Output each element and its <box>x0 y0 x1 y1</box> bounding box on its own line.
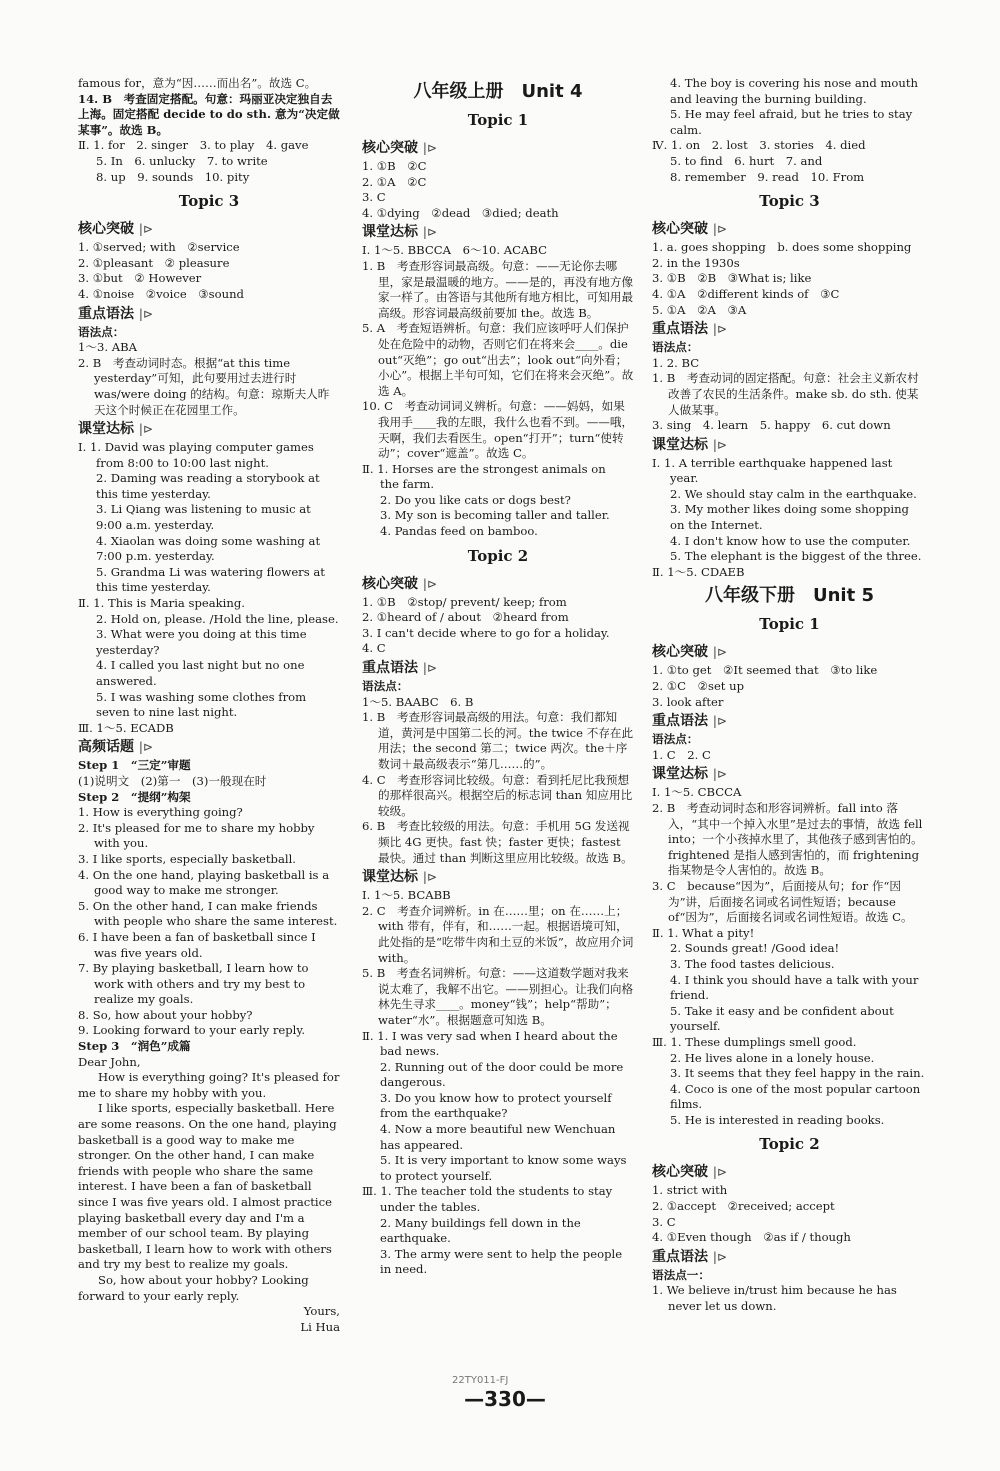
section-marker-icon: |⊳ <box>138 222 153 237</box>
text-line: 3. C because“因为”，后面接从句；for 作“因为”讲，后面接名词或名词性短语；because of“因为”，后面接名词或名词性短语。故选 C。 <box>652 878 913 925</box>
text-line: 1. strict with <box>652 1183 728 1198</box>
unit-heading: 八年级下册 Unit 5 <box>705 585 874 607</box>
text-line: (1)说明文 (2)第一 (3)一般现在时 <box>78 773 267 788</box>
section-marker-icon: |⊳ <box>712 645 727 660</box>
text-line: 4. Xiaolan was doing some washing at 7:00 p.m. yesterday. <box>96 533 321 564</box>
section-heading-label: 核心突破 <box>652 221 708 238</box>
text-line: 2. He lives alone in a lonely house. <box>670 1050 875 1065</box>
section-marker-icon: |⊳ <box>712 767 727 782</box>
text-line: 4. Pandas feed on bamboo. <box>380 524 538 539</box>
text-line: 5. A 考查短语辨析。句意：我们应该呼吁人们保护处在危险中的动物，否则它们在将来会____。die out“灭绝”；go out“出去”；look out“向外看；小心”。根据上半句可知，它们在将来会灭绝”。故选 A。 <box>362 321 634 398</box>
text-line: So, how about your hobby? Looking forward to your early reply. <box>78 1272 309 1303</box>
text-line: 3. My mother likes doing some shopping on the Internet. <box>670 502 909 533</box>
text-line: 1～5. BAABC 6. B <box>362 694 474 709</box>
text-line: 5. In 6. unlucky 7. to write <box>96 153 268 168</box>
text-line: year. <box>670 471 699 486</box>
text-line: 4. ①A ②different kinds of ③C <box>652 286 840 301</box>
text-line: 4. On the one hand, playing basketball is a good way to make me stronger. <box>78 867 330 898</box>
section-heading <box>78 419 340 439</box>
section-marker-icon: |⊳ <box>422 661 437 676</box>
text-line: 2. We should stay calm in the earthquake. <box>670 486 917 501</box>
text-line: Ⅰ. 1～5. BCABB <box>362 888 451 903</box>
section-heading-label: 重点语法 <box>78 305 134 322</box>
section-heading <box>362 138 634 158</box>
text-line: 语法点： <box>78 324 125 339</box>
text-line: 1. ①B ②C <box>362 159 427 173</box>
text-line: 4. C 考查形容词比较级。句意：看到托尼比我预想的那样很高兴。根据空后的标志词 than 知应用比较级。 <box>362 772 633 818</box>
text-line: 2. B 考查动词时态。根据“at this time yesterday”可知，此句要用过去进行时 was/were doing 的结构。句意：琼斯夫人昨天这个时候正在花园里工作。 <box>78 355 330 417</box>
text-line: 语法点： <box>362 679 409 694</box>
text-line: 3. I like sports, especially basketball. <box>78 851 296 866</box>
text-line: 3. C <box>652 1214 676 1229</box>
text-line: 2. ①A ②C <box>362 174 427 189</box>
text-line: Ⅲ. 1～5. ECADB <box>78 720 174 735</box>
column-right <box>652 76 927 1315</box>
section-heading <box>362 867 634 887</box>
text-line: Ⅲ. 1. These dumplings smell good. <box>652 1034 857 1049</box>
text-line: 3. I can't decide where to go for a holiday. <box>362 625 610 640</box>
text-line: 2. ①pleasant ② pleasure <box>78 255 230 270</box>
section-heading <box>652 642 927 662</box>
column-middle <box>362 76 634 1278</box>
text-line: 2. Many buildings fell down in the earthquake. <box>380 1215 581 1246</box>
topic-heading: Topic 2 <box>759 1135 820 1154</box>
section-heading <box>652 764 927 784</box>
text-line: 1～3. ABA <box>78 340 137 355</box>
topic-heading: Topic 2 <box>467 546 529 565</box>
text-line: 4. C <box>362 641 386 656</box>
text-line: 5. I was washing some clothes from seven to nine last night. <box>96 689 307 720</box>
text-line: 3. My son is becoming taller and taller. <box>380 508 610 523</box>
text-line: 3. look after <box>652 694 724 709</box>
text-line: 5. B 考查名词辨析。句意：——这道数学题对我来说太难了，我解不出它。——别担心。让我们向格林先生寻求____。money“钱”；help“帮助”；water“水”。根据题意可知选 B。 <box>362 966 634 1027</box>
text-line: 语法点一： <box>652 1267 710 1282</box>
text-line: 5. ①A ②A ③A <box>652 302 747 317</box>
text-line: 2. Do you like cats or dogs best? <box>380 492 571 507</box>
text-line: 9. Looking forward to your early reply. <box>78 1023 306 1038</box>
text-line: 14. B 考查固定搭配。句意：玛丽亚决定独自去上海。固定搭配 decide to do sth. 意为“决定做某事”。故选 B。 <box>78 91 340 137</box>
text-line: Dear John, <box>78 1054 141 1069</box>
section-heading-label: 重点语法 <box>652 1248 708 1265</box>
print-code: 22TY011-FJ <box>452 1375 509 1386</box>
text-line: 2. in the 1930s <box>652 255 740 270</box>
text-line: 1. 2. BC <box>652 355 700 370</box>
section-heading-label: 课堂达标 <box>652 436 708 453</box>
text-line: 3. C <box>362 190 386 205</box>
text-line: 4. I don't know how to use the computer. <box>670 533 911 548</box>
section-marker-icon: |⊳ <box>712 714 727 729</box>
text-line: 4. ①dying ②dead ③died; death <box>362 205 559 220</box>
text-line: Ⅱ. 1. What a pity! <box>652 925 755 940</box>
text-line: Li Hua <box>300 1319 340 1334</box>
text-line: 3. The army were sent to help the people in need. <box>380 1246 623 1277</box>
section-heading-label: 高频话题 <box>78 739 134 756</box>
text-line: 5. The elephant is the biggest of the three. <box>670 549 922 564</box>
text-line: Ⅱ. 1. for 2. singer 3. to play 4. gave <box>78 138 309 153</box>
text-line: 3. What were you doing at this time yesterday? <box>96 627 307 657</box>
section-heading <box>78 304 340 324</box>
text-line: 5. Grandma Li was watering flowers at this time yesterday. <box>96 564 325 595</box>
section-heading <box>78 219 340 239</box>
text-line: Ⅰ. 1～5. CBCCA <box>652 785 742 800</box>
text-line: 8. So, how about your hobby? <box>78 1007 253 1022</box>
section-marker-icon: |⊳ <box>712 322 727 337</box>
text-line: 语法点： <box>652 340 699 355</box>
text-line: Yours, <box>303 1304 340 1319</box>
text-line: Step 3 “润色”成篇 <box>78 1039 191 1054</box>
text-line: 1. We believe in/trust him because he has never let us down. <box>652 1283 897 1314</box>
text-line: 4. ①noise ②voice ③sound <box>78 286 244 301</box>
column-left <box>78 76 340 1335</box>
text-line: 3. It seems that they feel happy in the rain. <box>670 1066 925 1081</box>
text-line: famous for，意为“因……而出名”。故选 C。 <box>78 76 317 90</box>
section-marker-icon: |⊳ <box>422 576 437 591</box>
section-marker-icon: |⊳ <box>712 1165 727 1180</box>
text-line: Ⅱ. 1. Horses are the strongest animals on <box>362 461 606 476</box>
text-line: Step 2 “提纲”构架 <box>78 789 191 804</box>
text-line: 3. Li Qiang was listening to music at 9:00 a.m. yesterday. <box>96 502 311 533</box>
text-line: 3. sing 4. learn 5. happy 6. cut down <box>652 418 891 433</box>
text-line: Ⅱ. 1. This is Maria speaking. <box>78 596 245 611</box>
text-line: 1. ①B ②stop/ prevent/ keep; from <box>362 594 567 609</box>
section-heading <box>362 222 634 242</box>
text-line: Ⅳ. 1. on 2. lost 3. stories 4. died <box>652 138 866 153</box>
page-number: —330— <box>464 1387 546 1411</box>
text-line: 5. It is very important to know some ways to protect yourself. <box>380 1153 627 1183</box>
text-line: 7. By playing basketball, I learn how to work with others and try my best to realize my goals. <box>78 961 309 1007</box>
text-line: under the tables. <box>380 1200 481 1215</box>
text-line: 3. The food tastes delicious. <box>670 956 835 971</box>
text-line: 2. It's pleased for me to share my hobby with you. <box>78 820 315 851</box>
section-marker-icon: |⊳ <box>138 740 153 755</box>
text-line: I like sports, especially basketball. Here are some reasons. On the one hand, playing basketball is a good way to make me stronger. On the other hand, I can make friends with people who share the same interest. I have been a fan of basketball since I was five years old. I almost practice playing basketball every day and I'm a member of our school team. By playing basketball, I learn how to work with others and try my best to realize my goals. <box>78 1101 337 1272</box>
text-line: from 8:00 to 10:00 last night. <box>96 455 269 470</box>
text-line: the farm. <box>380 477 435 492</box>
text-line: 1. a. goes shopping b. does some shopping <box>652 240 912 255</box>
text-line: 1. B 考查动词的固定搭配。句意：社会主义新农村改善了农民的生活条件。make sb. do sth. 使某人做某事。 <box>652 371 919 417</box>
section-heading <box>652 1162 927 1182</box>
section-marker-icon: |⊳ <box>422 870 437 885</box>
section-heading <box>78 737 340 757</box>
text-line: Ⅰ. 1. David was playing computer games <box>78 440 314 455</box>
topic-heading: Topic 1 <box>759 615 820 634</box>
section-marker-icon: |⊳ <box>422 141 437 155</box>
section-marker-icon: |⊳ <box>712 1249 727 1264</box>
text-line: 6. I have been a fan of basketball since I was five years old. <box>78 929 316 960</box>
text-line: 5. He is interested in reading books. <box>670 1112 885 1127</box>
text-line: How is everything going? It's pleased for me to share my hobby with you. <box>78 1070 340 1100</box>
section-heading-label: 课堂达标 <box>652 766 708 783</box>
text-line: 1. How is everything going? <box>78 805 243 820</box>
section-marker-icon: |⊳ <box>422 225 437 240</box>
text-line: 4. Coco is one of the most popular cartoon films. <box>670 1081 921 1112</box>
section-heading <box>362 658 634 678</box>
section-heading <box>652 219 927 239</box>
text-line: 3. ①but ② However <box>78 271 202 286</box>
text-line: 5. Take it easy and be confident about yourself. <box>670 1003 894 1034</box>
section-heading-label: 课堂达标 <box>362 869 418 886</box>
section-marker-icon: |⊳ <box>138 306 153 321</box>
section-heading-label: 重点语法 <box>652 321 708 338</box>
section-marker-icon: |⊳ <box>712 222 727 237</box>
section-heading-label: 核心突破 <box>78 221 134 238</box>
text-line: 2. B 考查动词时态和形容词辨析。fall into 落入，“其中一个掉入水里”是过去的事情，故选 fell into；一个小孩掉水里了，其他孩子感到害怕的。frightened 是指人感到害怕的，而 frightening 指某物是令人害怕的。故选 B。 <box>652 801 923 878</box>
text-line: 4. I called you last night but no one answered. <box>96 658 305 688</box>
section-heading-label: 核心突破 <box>652 644 708 661</box>
section-heading-label: 核心突破 <box>652 1164 708 1181</box>
section-heading-label: 课堂达标 <box>362 224 418 241</box>
text-line: 4. I think you should have a talk with your friend. <box>670 972 919 1003</box>
section-heading-label: 重点语法 <box>652 713 708 730</box>
text-line: Ⅱ. 1～5. CDAEB <box>652 564 745 579</box>
section-marker-icon: |⊳ <box>138 422 153 437</box>
section-heading <box>652 711 927 731</box>
unit-heading: 八年级上册 Unit 4 <box>413 81 583 102</box>
text-line: 10. C 考查动词词义辨析。句意：——妈妈，如果我用手____我的左眼，我什么也看不到。——哦，天啊，我们去看医生。open“打开”；turn“使转动”；cover“遮盖”。故选 C。 <box>362 399 634 461</box>
text-line: 2. ①C ②set up <box>652 679 745 694</box>
section-heading-label: 核心突破 <box>362 575 418 592</box>
text-line: 1. B 考查形容词最高级。句意：——无论你去哪里，家是最温暖的地方。——是的，再没有地方像家一样了。由答语与其他所有地方相比，可知用最高级。形容词最高级前要加 the。故选 B。 <box>362 258 634 320</box>
text-line: 1. ①served; with ②service <box>78 240 240 255</box>
text-line: 1. B 考查形容词最高级的用法。句意：我们都知道，黄河是中国第二长的河。the twice 不存在此用法；the second 第二；twice 两次。the＋序数词＋最高级表示“第几……的”。 <box>362 710 634 771</box>
text-line: 1. C 2. C <box>652 747 711 762</box>
section-heading <box>652 319 927 339</box>
text-line: Ⅱ. 1. I was very sad when I heard about the <box>362 1028 618 1043</box>
text-line: 8. remember 9. read 10. From <box>670 169 865 184</box>
text-line: 2. Running out of the door could be more dangerous. <box>380 1059 624 1090</box>
text-line: 4. The boy is covering his nose and mouth and leaving the burning building. <box>670 76 918 106</box>
section-heading-label: 核心突破 <box>362 140 418 156</box>
topic-heading: Topic 1 <box>467 111 529 129</box>
text-line: 8. up 9. sounds 10. pity <box>96 169 250 184</box>
text-line: Ⅲ. 1. The teacher told the students to stay <box>362 1184 613 1199</box>
text-line: 5. to find 6. hurt 7. and <box>670 153 823 168</box>
text-line: 语法点： <box>652 732 699 747</box>
text-line: 6. B 考查比较级的用法。句意：手机用 5G 发送视频比 4G 更快。fast 快；faster 更快；fastest 最快。通过 than 判断这里应用比较级。故选 B。 <box>362 819 633 865</box>
text-line: 2. ①accept ②received; accept <box>652 1199 835 1214</box>
section-heading <box>652 1247 927 1267</box>
text-line: Ⅰ. 1. A terrible earthquake happened last <box>652 455 893 470</box>
text-line: 2. C 考查介词辨析。in 在……里；on 在……上；with 带有，伴有，和……一起。根据语境可知，此处指的是“吃带牛肉和土豆的米饭”，故应用介词 with。 <box>362 903 634 965</box>
section-heading <box>362 574 634 594</box>
section-heading-label: 重点语法 <box>362 660 418 677</box>
text-line: 1. ①to get ②It seemed that ③to like <box>652 663 878 678</box>
text-line: 2. ①heard of / about ②heard from <box>362 610 569 625</box>
text-line: 2. Sounds great! /Good idea! <box>670 941 840 956</box>
topic-heading: Topic 3 <box>759 192 820 211</box>
text-line: bad news. <box>380 1044 440 1059</box>
section-heading-label: 课堂达标 <box>78 421 134 438</box>
text-line: 2. Hold on, please. /Hold the line, please. <box>96 611 339 626</box>
topic-heading: Topic 3 <box>178 192 240 211</box>
text-line: 4. ①Even though ②as if / though <box>652 1230 851 1245</box>
text-line: 3. Do you know how to protect yourself from the earthquake? <box>380 1090 612 1121</box>
section-marker-icon: |⊳ <box>712 437 727 452</box>
text-line: 2. Daming was reading a storybook at this time yesterday. <box>96 471 320 501</box>
text-line: 5. He may feel afraid, but he tries to stay calm. <box>670 107 913 137</box>
text-line: Ⅰ. 1～5. BBCCA 6～10. ACABC <box>362 243 547 258</box>
text-line: 4. Now a more beautiful new Wenchuan has appeared. <box>380 1122 616 1152</box>
text-line: 3. ①B ②B ③What is; like <box>652 271 812 286</box>
text-line: Step 1 “三定”审题 <box>78 758 191 773</box>
section-heading <box>652 435 927 455</box>
text-line: 5. On the other hand, I can make friends with people who share the same interest. <box>78 898 338 929</box>
